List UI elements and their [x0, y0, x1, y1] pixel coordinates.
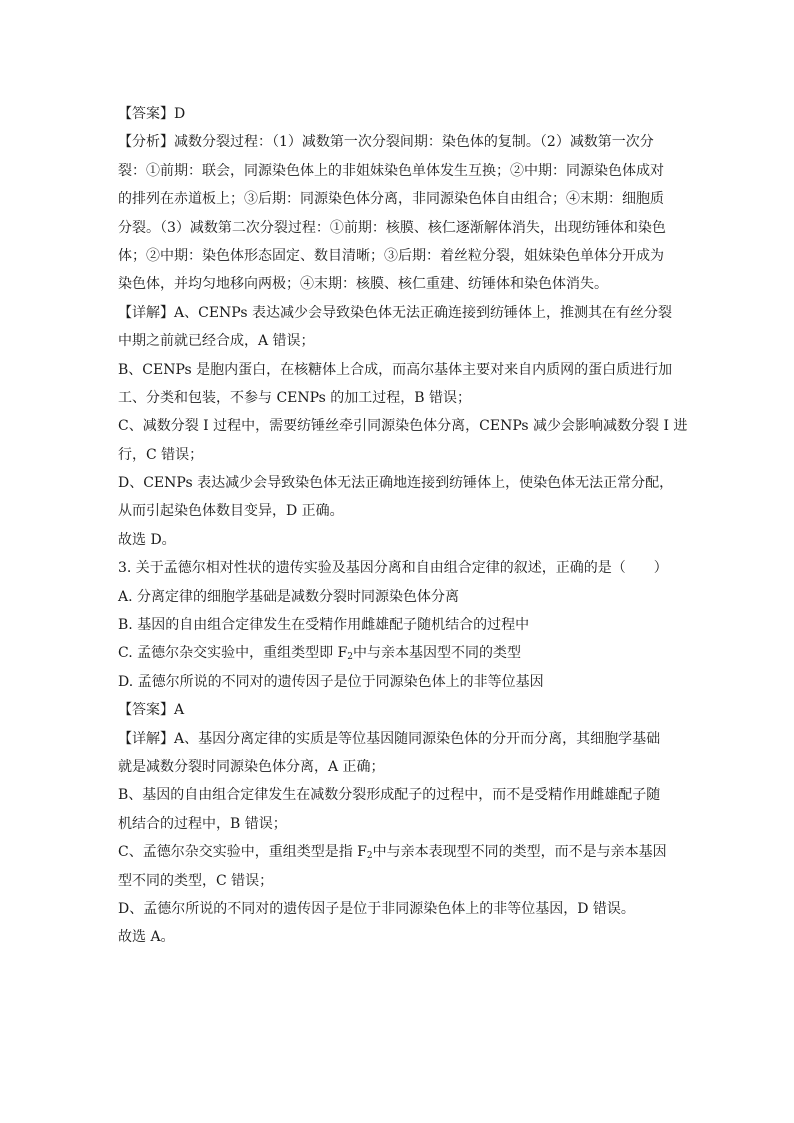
q3-detail-line: 就是减数分裂时同源染色体分离，A 正确；	[118, 758, 385, 775]
q3-option-c-text: 中与亲本基因型不同的类型	[353, 645, 522, 662]
q2-detail-line: D、CENPs 表达减少会导致染色体无法正确地连接到纺锤体上，使染色体无法正常分配，	[118, 475, 674, 492]
q2-detail-line: 【详解】A、CENPs 表达减少会导致染色体无法正确连接到纺锤体上，推测其在有丝分裂	[118, 304, 672, 321]
q3-detail-text: 中与亲本表现型不同的类型，而不是与亲本基因	[372, 844, 667, 861]
q2-analysis-line: 体；②中期：染色体形态固定、数目清晰；③后期：着丝粒分裂，姐妹染色单体分开成为	[118, 247, 664, 264]
q3-option-c-text: C. 孟德尔杂交实验中，重组类型即 F	[118, 645, 348, 662]
q3-detail-line: 型不同的类型，C 错误；	[118, 872, 274, 889]
q3-detail-text: C、孟德尔杂交实验中，重组类型是指 F	[118, 844, 367, 861]
q2-detail-line: 工、分类和包装，不参与 CENPs 的加工过程，B 错误；	[118, 389, 472, 406]
q3-detail-line	[118, 838, 678, 866]
q3-option-d: D. 孟德尔所说的不同对的遗传因子是位于同源染色体上的非等位基因	[118, 673, 544, 690]
q2-answer: 【答案】D	[118, 106, 186, 122]
q3-option-c	[118, 639, 678, 667]
q2-conclusion: 故选 D。	[118, 531, 176, 548]
q3-option-b: B. 基因的自由组合定律发生在受精作用雌雄配子随机结合的过程中	[118, 617, 530, 634]
q3-detail-line: 机结合的过程中，B 错误；	[118, 815, 287, 832]
q2-analysis-line: 【分析】减数分裂过程：（1）减数第一次分裂间期：染色体的复制。（2）减数第一次分	[118, 134, 654, 151]
q2-analysis-line: 染色体，并均匀地移向两极；④末期：核膜、核仁重建、纺锤体和染色体消失。	[118, 276, 608, 293]
q2-detail-line: C、减数分裂 I 过程中，需要纺锤丝牵引同源染色体分离，CENPs 减少会影响减数分裂 I 进	[118, 418, 688, 435]
q3-answer: 【答案】A	[118, 702, 185, 719]
q2-detail-line: B、CENPs 是胞内蛋白，在核糖体上合成，而高尔基体主要对来自内质网的蛋白质进行加	[118, 361, 673, 378]
q3-detail-line: D、孟德尔所说的不同对的遗传因子是位于非同源染色体上的非等位基因，D 错误。	[118, 900, 635, 917]
q2-analysis-line: 的排列在赤道板上；③后期：同源染色体分离，非同源染色体自由组合；④末期：细胞质	[118, 191, 664, 208]
q2-detail-line: 中期之前就已经合成，A 错误；	[118, 333, 315, 350]
document-page	[118, 100, 688, 952]
q3-detail-line: B、基因的自由组合定律发生在减数分裂形成配子的过程中，而不是受精作用雌雄配子随	[118, 787, 661, 804]
q3-question: 3. 关于孟德尔相对性状的遗传实验及基因分离和自由组合定律的叙述，正确的是（ ）	[118, 560, 668, 577]
q3-option-c-subscript: 2	[347, 652, 354, 663]
q2-analysis-line: 裂：①前期：联会，同源染色体上的非姐妹染色单体发生互换；②中期：同源染色体成对	[118, 162, 664, 179]
q3-option-a: A. 分离定律的细胞学基础是减数分裂时同源染色体分离	[118, 588, 460, 605]
q3-detail-line: 【详解】A、基因分离定律的实质是等位基因随同源染色体的分开而分离，其细胞学基础	[118, 730, 661, 747]
q2-analysis-line: 分裂。（3）减数第二次分裂过程：①前期：核膜、核仁逐渐解体消失，出现纺锤体和染色	[118, 219, 666, 236]
q3-detail-subscript: 2	[366, 851, 373, 862]
q3-conclusion: 故选 A。	[118, 929, 175, 946]
q2-detail-line: 行，C 错误；	[118, 446, 204, 463]
q2-detail-line: 从而引起染色体数目变异，D 正确。	[118, 503, 344, 520]
